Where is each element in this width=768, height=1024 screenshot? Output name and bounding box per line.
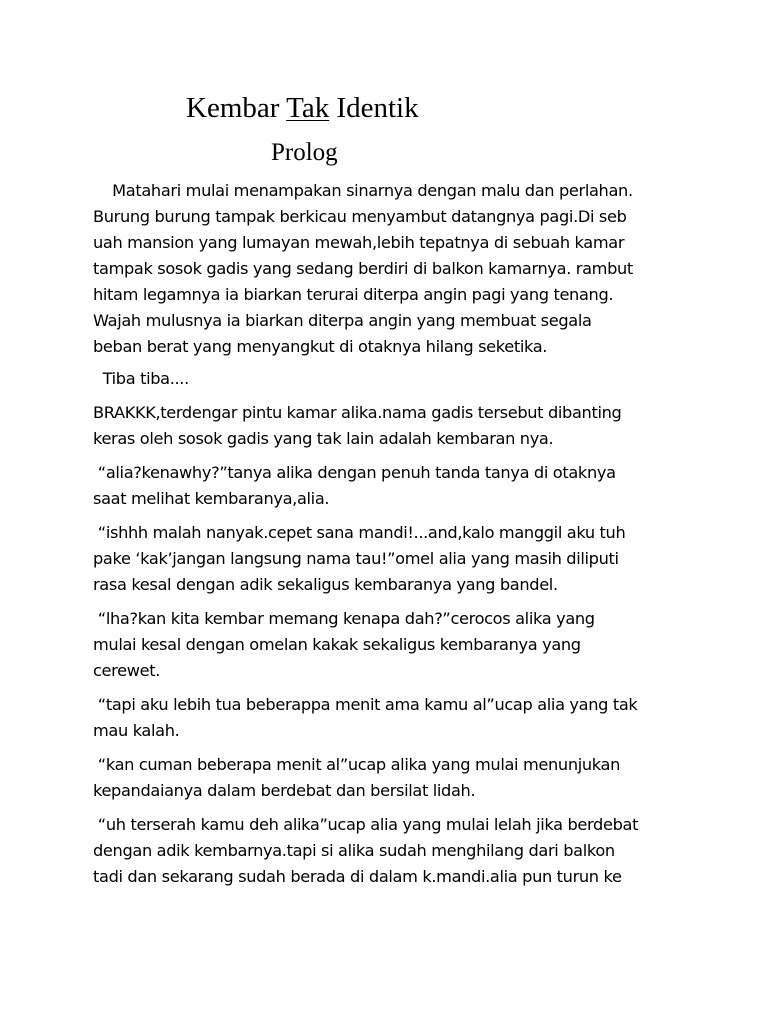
paragraph — [93, 812, 693, 890]
paragraph — [93, 606, 693, 684]
title-part-tak-underlined: Tak — [286, 92, 330, 124]
paragraph-line: tadi dan sekarang sudah berada di dalam k.mandi.alia pun turun ke — [93, 867, 622, 886]
paragraph — [93, 366, 693, 392]
paragraph-line: BRAKKK,terdengar pintu kamar alika.nama gadis tersebut dibanting — [93, 403, 622, 422]
paragraph — [93, 178, 693, 360]
paragraph — [93, 692, 693, 744]
paragraph-line: uah mansion yang lumayan mewah,lebih tepatnya di sebuah kamar — [93, 233, 625, 252]
paragraph-line: “ishhh malah nanyak.cepet sana mandi!...and,kalo manggil aku tuh — [93, 523, 626, 542]
paragraph-line: “lha?kan kita kembar memang kenapa dah?”cerocos alika yang — [93, 609, 595, 628]
paragraph — [93, 520, 693, 598]
title-part-identik: Identik — [329, 92, 419, 124]
paragraph-line: pake ‘kak’jangan langsung nama tau!”omel alia yang masih diliputi — [93, 549, 619, 568]
paragraph-line: “uh terserah kamu deh alika”ucap alia yang mulai lelah jika berdebat — [93, 815, 639, 834]
document-title — [186, 88, 419, 128]
paragraph-line: “alia?kenawhy?”tanya alika dengan penuh tanda tanya di otaknya — [93, 463, 616, 482]
paragraph-line: Wajah mulusnya ia biarkan diterpa angin yang membuat segala — [93, 311, 592, 330]
paragraph-line: hitam legamnya ia biarkan terurai diterpa angin pagi yang tenang. — [93, 285, 614, 304]
paragraph-line: dengan adik kembarnya.tapi si alika sudah menghilang dari balkon — [93, 841, 615, 860]
paragraph-line: kepandaianya dalam berdebat dan bersilat lidah. — [93, 781, 476, 800]
paragraph-line: beban berat yang menyangkut di otaknya hilang seketika. — [93, 337, 548, 356]
document-body — [93, 178, 693, 898]
paragraph-line: saat melihat kembaranya,alia. — [93, 489, 330, 508]
paragraph-line: keras oleh sosok gadis yang tak lain adalah kembaran nya. — [93, 429, 554, 448]
paragraph-line: rasa kesal dengan adik sekaligus kembaranya yang bandel. — [93, 575, 558, 594]
title-part-kembar: Kembar — [186, 92, 287, 124]
paragraph-line: Burung burung tampak berkicau menyambut datangnya pagi.Di seb — [93, 207, 627, 226]
paragraph-line: mau kalah. — [93, 721, 180, 740]
paragraph-line: tampak sosok gadis yang sedang berdiri di balkon kamarnya. rambut — [93, 259, 633, 278]
paragraph-line: mulai kesal dengan omelan kakak sekaligus kembaranya yang — [93, 635, 581, 654]
paragraph-line: Tiba tiba.... — [93, 369, 189, 388]
paragraph-line: Matahari mulai menampakan sinarnya dengan malu dan perlahan. — [93, 181, 633, 200]
paragraph-line: cerewet. — [93, 661, 161, 680]
paragraph — [93, 752, 693, 804]
document-subtitle: Prolog — [271, 139, 338, 166]
paragraph — [93, 460, 693, 512]
paragraph — [93, 400, 693, 452]
paragraph-line: “kan cuman beberapa menit al”ucap alika yang mulai menunjukan — [93, 755, 621, 774]
paragraph-line: “tapi aku lebih tua beberappa menit ama kamu al”ucap alia yang tak — [93, 695, 638, 714]
